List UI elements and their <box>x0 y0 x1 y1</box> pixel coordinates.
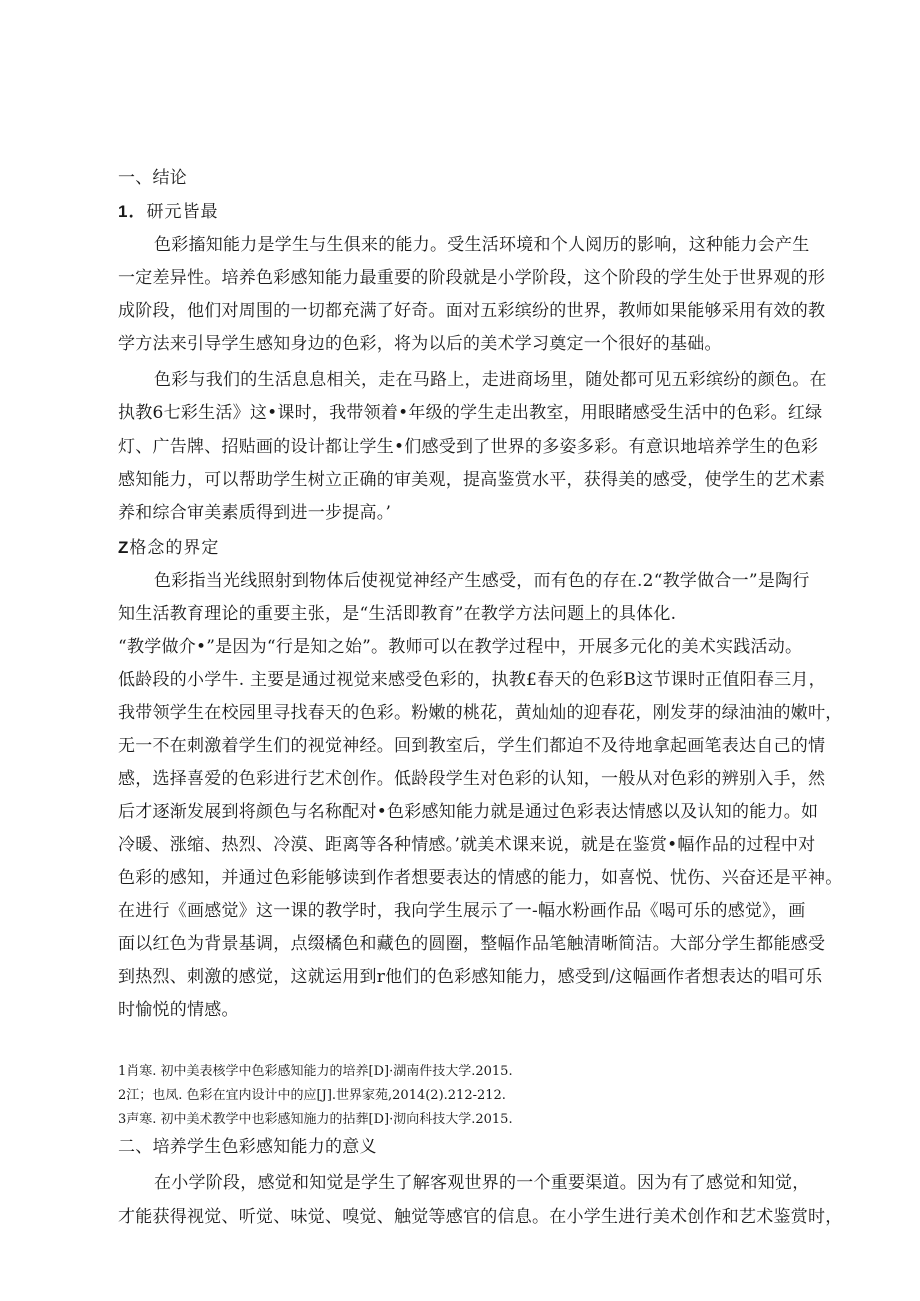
section-heading-1: 一、结论 <box>118 168 187 188</box>
paragraph-line: 在小学阶段，感觉和知觉是学生了解客观世界的一个重要渠道。因为有了感觉和知觉， <box>154 1173 810 1193</box>
paragraph-line: 色彩搐知能力是学生与生俱来的能力。受生活环境和个人阅历的影响，这种能力会产生 <box>154 235 810 255</box>
subsection-heading-1 <box>118 202 218 222</box>
paragraph-line: 学方法来引导学生感知身边的色彩，将为以后的美术学习奠定一个很好的基础。 <box>118 334 722 354</box>
paragraph-line: 知生活教育理论的重要主张，是“生活即教育”在教学方法问题上的具体化. <box>118 604 677 624</box>
footnote-1: 1肖寒. 初中美表核学中色彩感知能力的培养[D]·湖南件技大学.2015. <box>118 1064 513 1079</box>
subsection-number: 1． <box>118 202 147 221</box>
paragraph-line: 灯、广告牌、招贴画的设计都让学生•们感受到了世界的多姿多彩。有意识地培养学生的色彩 <box>118 437 819 457</box>
paragraph-line: 色彩的感知，并通过色彩能够读到作者想要表达的情感的能力，如喜悦、忧伤、兴奋还是平神。 <box>118 868 843 888</box>
paragraph-line: 到热烈、刺激的感觉，这就运用到r他们的色彩感知能力，感受到/这幅画作者想表达的唱可乐 <box>118 967 823 987</box>
subsection-number: Z <box>118 538 130 557</box>
paragraph-line: 一定差异性。培养色彩感知能力最重要的阶段就是小学阶段，这个阶段的学生处于世界观的形 <box>118 268 826 288</box>
subsection-heading-2 <box>118 538 219 558</box>
paragraph-line: 色彩指当光线照射到物体后使视觉神经产生感受，而有色的存在.2“教学做合一”是陶行 <box>154 571 810 591</box>
paragraph-line: 冷暖、涨缩、热烈、冷漠、距离等各种情感。’就美术课来说，就是在鉴赏•幅作品的过程中对 <box>118 835 816 855</box>
paragraph-line: 我带领学生在校园里寻找春天的色彩。粉嫩的桃花，黄灿灿的迎春花，刚发芽的绿油油的嫩叶， <box>118 703 843 723</box>
paragraph-line: 感，选择喜爱的色彩进行艺术创作。低龄段学生对色彩的认知，一般从对色彩的辨别入手，然 <box>118 769 826 789</box>
paragraph-line: 在进行《画感觉》这一课的教学时，我向学生展示了一-幅水粉画作品《喝可乐的感觉》，画 <box>118 901 806 921</box>
paragraph-line: 养和综合审美素质得到进一步提高。’ <box>118 503 392 523</box>
footnote-3: 3声寒. 初中美术教学中也彩感知施力的拈葬[D]·沏向科技大学.2015. <box>118 1112 513 1127</box>
paragraph-line: 才能获得视觉、听觉、味觉、嗅觉、触觉等感官的信息。在小学生进行美术创作和艺术鉴赏时， <box>118 1207 843 1227</box>
paragraph-line: “教学做介•”是因为“行是知之始”。教师可以在教学过程中，开展多元化的美术实践活动。 <box>118 637 803 657</box>
subsection-title: 格念的界定 <box>129 538 220 558</box>
paragraph-line: 色彩与我们的生活息息相关，走在马路上，走进商场里，随处都可见五彩缤纷的颜色。在 <box>154 370 827 390</box>
paragraph-line: 时愉悦的情感。 <box>118 1000 239 1020</box>
paragraph-line: 无一不在刺激着学生们的视觉神经。回到教室后，学生们都迫不及待地拿起画笔表达自己的情 <box>118 736 826 756</box>
paragraph-line: 执教6七彩生活》这•课时，我带领着•年级的学生走出教室，用眼睹感受生活中的色彩。红绿 <box>118 403 823 423</box>
paragraph-line: 感知能力，可以帮助学生树立正确的审美观，提高鉴赏水平，获得美的感受，使学生的艺术素 <box>118 470 826 490</box>
subsection-title: 研元皆最 <box>146 202 219 222</box>
paragraph-line: 低龄段的小学牛. 主要是通过视觉来感受色彩的，执教£春天的色彩B这节课时正值阳春三月， <box>118 670 826 690</box>
paragraph-line: 后才逐渐发展到将颜色与名称配对•色彩感知能力就是通过色彩表达情感以及认知的能力。如 <box>118 802 819 822</box>
paragraph-line: 成阶段，他们对周围的一切都充满了好奇。面对五彩缤纷的世界，教师如果能够采用有效的教 <box>118 301 826 321</box>
footnote-2: 2江；也凤. 色彩在宜内设计中的应[J].世界家苑,2014(2).212-212. <box>118 1088 506 1103</box>
paragraph-line: 面以红色为背景基调，点缀橘色和藏色的圆圈，整幅作品笔触清晰简洁。大部分学生都能感受 <box>118 934 826 954</box>
section-heading-2: 二、培养学生色彩感知能力的意义 <box>118 1137 377 1157</box>
